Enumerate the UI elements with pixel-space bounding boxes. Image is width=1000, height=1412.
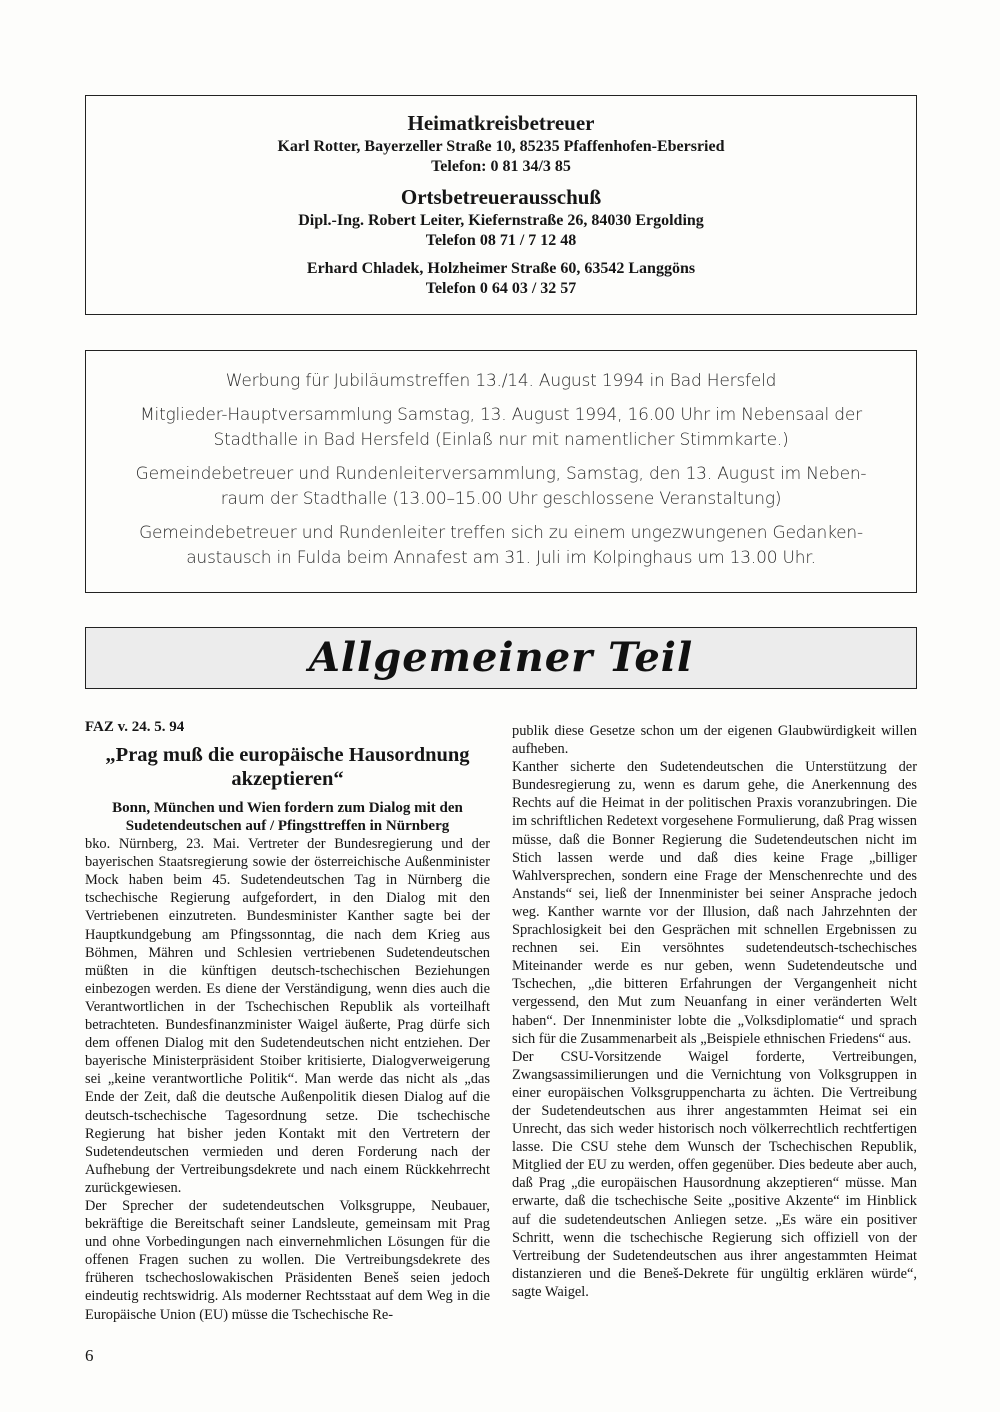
event-box (85, 350, 917, 593)
event-line-2a: Mitglieder-Hauptversammlung Samstag, 13. August 1994, 16.00 Uhr im Nebensaal der (140, 405, 862, 425)
heading-heimatkreisbetreuer: Heimatkreisbetreuer (407, 111, 595, 135)
contact-leiter-address: Dipl.-Ing. Robert Leiter, Kiefernstraße 26, 84030 Ergolding (298, 212, 704, 229)
event-line-3b: raum der Stadthalle (13.00–15.00 Uhr geschlossene Veranstaltung) (220, 489, 782, 509)
article-paragraph: Kanther sicherte den Sudetendeutschen die Unterstützung der Bundesregierung zu, wenn es darum gehe, die Anerkennung des Rechts auf die Heimat in der politischen Praxis voranzubringen. Die im schriftlichen Redetext vorgesehene Formulierung, daß Prag wissen müsse, daß die Bonner Regierung die Sudetendeutschen nicht im Stich lassen werde und daß dies keine Frage „billiger Wahlversprechen, sondern eine Frage der Menschenrechte und des Anstands“ sei, ließ der Innenminister bei seiner Ansprache jedoch weg. Kanther warnte vor der Illusion, daß nach Jahrzehnten der Sprachlosigkeit bei den Gesprächen mit schnellen Ergebnissen zu rechnen sei. Ein versöhntes sudetendeutsch-tschechisches Miteinander werde es nur geben, wenn Sudetendeutsche und Tschechen, „die bitteren Erfahrungen der Vergangenheit nicht vergessend, den Mut zum Neuanfang in einer veränderten Welt haben“. Der Innenminister lobte die „Volksdiplomatie“ und sprach sich für die Zusammenarbeit als „Beispiele ethnischen Friedens“ aus. (512, 759, 917, 1047)
article-left-column (85, 718, 490, 1324)
article-paragraph: Der Sprecher der sudetendeutschen Volksgruppe, Neubauer, bekräftige die Bereitschaft seiner Landsleute, gemeinsam mit Prag und ohne Vorbedingungen nach einvernehmlichen Lösungen für die offenen Fragen suchen zu wollen. Die Vertreibungsdekrete des früheren tschechoslowakischen Präsidenten Beneš seien jedoch eindeutig rechtswidrig. Als moderner Rechtsstaat auf dem Weg in die Europäische Union (EU) müsse die Tschechische Re- (85, 1197, 490, 1323)
article-subtitle: Bonn, München und Wien fordern zum Dialog mit den Sudetendeutschen auf / Pfingsttreffen in Nürnberg (112, 800, 463, 835)
event-line-1: Werbung für Jubiläumstreffen 13./14. August 1994 in Bad Hersfeld (225, 371, 777, 391)
event-line-4a: Gemeindebetreuer und Rundenleiter treffen sich zu einem ungezwungenen Gedanken- (139, 523, 863, 543)
article-paragraph: publik diese Gesetze schon um der eigenen Glaubwürdigkeit willen aufheben. (512, 723, 917, 758)
page-number: 6 (85, 1346, 94, 1365)
contact-chladek-address: Erhard Chladek, Holzheimer Straße 60, 63542 Langgöns (306, 260, 696, 277)
article-paragraph: Der CSU-Vorsitzende Waigel forderte, Vertreibungen, Zwangsassimilierungen und die Vernichtung von Volksgruppen in einer europäischen Volksgruppencharta zu ächten. Die Vertreibung der Sudetendeutschen aus ihrer angestammten Heimat sei ein Unrecht, das sich weder historisch noch völkerrechtlich rechtfertigen lasse. Die CSU stehe dem Wunsch der Tschechischen Republik, Mitglied der EU zu werden, offen gegenüber. Dies bedeute aber auch, daß Prag „die europäischen Hausordnung akzeptieren“ müsse. Man erwarte, daß die tschechische Seite „positive Akzente“ im Hinblick auf die sudetendeutschen Anliegen setze. „Es wäre ein positiver Schritt, wenn die tschechische Regierung sich offiziell von der Vertreibung der Sudetendeutschen aus ihrer angestammten Heimat distanzieren und die Beneš-Dekrete für ungültig erklären würde“, sagte Waigel. (512, 1048, 917, 1300)
contact-box (85, 95, 917, 315)
contact-chladek-phone: Telefon 0 64 03 / 32 57 (425, 280, 577, 297)
event-line-2b: Stadthalle in Bad Hersfeld (Einlaß nur mit namentlicher Stimmkarte.) (213, 430, 789, 450)
article-right-column (512, 722, 917, 1301)
section-banner (85, 627, 917, 689)
contact-rotter-address: Karl Rotter, Bayerzeller Straße 10, 85235 Pfaffenhofen-Ebersried (277, 138, 725, 155)
contact-leiter-phone: Telefon 08 71 / 7 12 48 (425, 232, 577, 249)
section-title: Allgemeiner Teil (308, 634, 694, 681)
heading-ortsbetreuerausschuss: Ortsbetreuerausschuß (400, 185, 602, 209)
event-line-4b: austausch in Fulda beim Annafest am 31. Juli im Kolpinghaus um 13.00 Uhr. (186, 548, 816, 568)
article-paragraph: bko. Nürnberg, 23. Mai. Vertreter der Bundesregierung und der bayerischen Staatsregierung sowie der österreichische Außenminister Mock haben beim 45. Sudetendeutschen Tag in Nürnberg die tschechische Regierung aufgefordert, in den Dialog mit den Vertriebenen einzutreten. Bundesminister Kanther sagte bei der Hauptkundgebung am Pfingssonntag, die nach dem Krieg aus Böhmen, Mähren und Schlesien vertriebenen Sudetendeutschen müßten in die künftigen deutsch-tschechischen Beziehungen einbezogen werden. Es diene der Verständigung, wenn dies auch die Verantwortlichen in der Tschechischen Republik als vorteilhaft betrachteten. Bundesfinanzminister Waigel äußerte, Prag dürfe sich dem offenen Dialog mit den Sudetendeutschen nicht entziehen. Der bayerische Ministerpräsident Stoiber kritisierte, Dialogverweigerung sei „keine verantwortliche Politik“. Man werde das nicht als „das Ende der Zeit, daß die deutsche Außenpolitik diesen Dialog auf die deutsch-tschechische Tagesordnung setze. Die tschechische Regierung hat bisher jeden Kontakt mit den Vertretern der Sudetendeutschen vermieden und deren Forderung nach der Aufhebung der Vertreibungsdekrete und nach einem Rückkehrrecht zurückgewiesen. (85, 836, 490, 1196)
event-line-3a: Gemeindebetreuer und Rundenleiterversammlung, Samstag, den 13. August im Neben- (135, 464, 867, 484)
article-source: FAZ v. 24. 5. 94 (85, 719, 185, 735)
contact-rotter-phone: Telefon: 0 81 34/3 85 (431, 158, 571, 175)
article-title: „Prag muß die europäische Hausordnung akzeptieren“ (105, 744, 470, 791)
